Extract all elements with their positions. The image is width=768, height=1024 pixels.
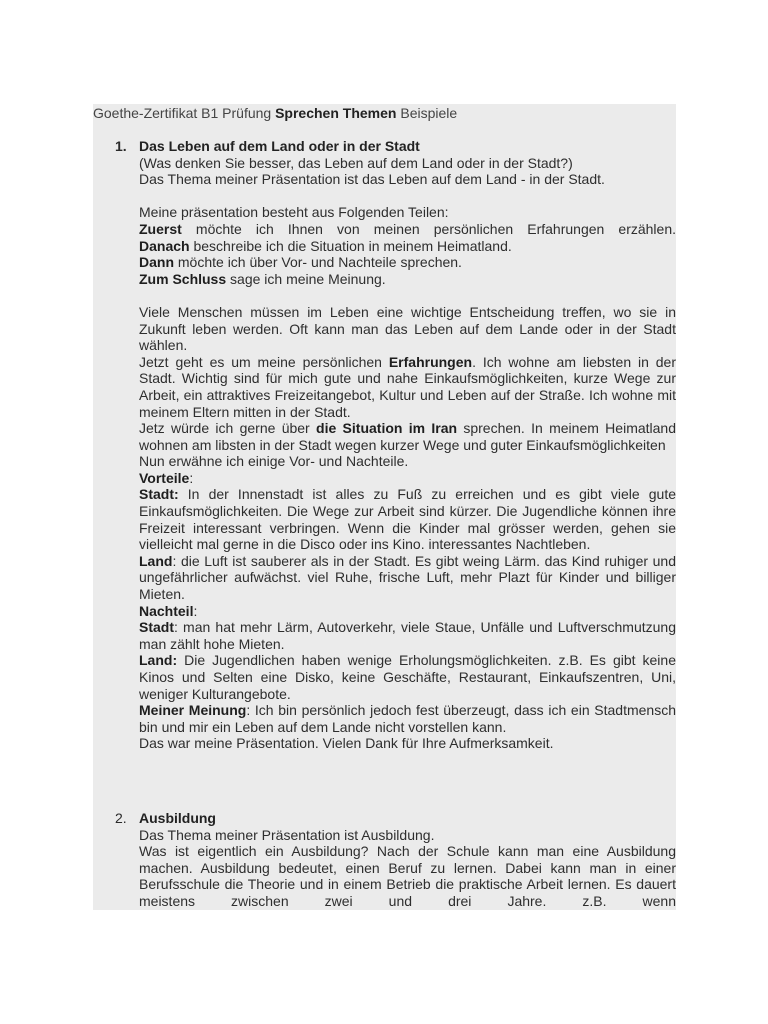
parts-intro: Meine präsentation besteht aus Folgenden Teilen: <box>139 204 449 221</box>
advantage-country-text: : die Luft ist sauberer als in der Stadt. Es gibt weing Lärm. das Kind ruhiger und ungefährlicher aufwächst. viel Ruhe, frische Luft, mehr Plazt für Kinder und billiger Mieten. <box>139 552 676 603</box>
disadvantages-colon: : <box>193 602 198 619</box>
disadvantage-country-label: Land: <box>139 652 178 669</box>
paragraph-decision: Viele Menschen müssen im Leben eine wichtige Entscheidung treffen, wo sie in Zukunft leben werden. Oft kann man das Leben auf dem Lande oder in der Stadt wählen. <box>139 303 676 354</box>
document-title <box>93 104 676 122</box>
disadvantage-city-text: : man hat mehr Lärm, Autoverkehr, viele Staue, Unfälle und Luftverschmutzung man zählt hohe Mieten. <box>139 619 676 652</box>
step-4-label: Zum Schluss <box>139 270 227 287</box>
section-question: (Was denken Sie besser, das Leben auf dem Land oder in der Stadt?) <box>139 154 573 171</box>
step-3-label: Dann <box>139 254 174 271</box>
section-number: 1. <box>115 138 127 154</box>
situation-prefix: Jetz würde ich gerne über <box>139 420 317 437</box>
disadvantage-country-text: Die Jugendlichen haben wenige Erholungsmöglichkeiten. z.B. Es gibt keine Kinos und Selten eine Disko, keine Geschäfte, Restaurant, Einkaufszentren, Uni, weniger Kulturangebote. <box>139 652 676 702</box>
title-prefix: Goethe-Zertifikat B1 Prüfung <box>93 105 276 121</box>
opinion-text: : Ich bin persönlich jedoch fest überzeugt, dass ich ein Stadtmensch bin und mir ein Leben auf dem Lande nicht vorstellen kann. <box>139 702 676 735</box>
step-2-label: Danach <box>139 237 190 254</box>
paragraph-experience <box>139 354 676 420</box>
advantages-heading <box>139 470 676 487</box>
advantage-city <box>139 486 676 552</box>
title-suffix: Beispiele <box>396 105 458 121</box>
disadvantages-heading <box>139 603 676 620</box>
advantage-city-label: Stadt: <box>139 486 179 503</box>
section-heading: Das Leben auf dem Land oder in der Stadt <box>139 138 420 154</box>
experience-prefix: Jetzt geht es um meine persönlichen <box>139 353 389 370</box>
step-2-text: beschreibe ich die Situation in meinem Heimatland. <box>189 237 512 254</box>
title-bold: Sprechen Themen <box>275 105 397 121</box>
step-1-label: Zuerst <box>139 220 182 237</box>
step-4-text: sage ich meine Meinung. <box>226 270 386 287</box>
section-heading: Ausbildung <box>139 810 216 826</box>
step-2 <box>139 238 676 255</box>
disadvantage-country <box>139 652 676 702</box>
section-content <box>139 138 676 752</box>
step-1-text: möchte ich Ihnen von meinen persönlichen Erfahrungen erzählen. <box>181 220 676 237</box>
opinion-label: Meiner Meinung <box>139 702 247 719</box>
section-paragraph: Was ist eigentlich ein Ausbildung? Nach der Schule kann man eine Ausbildung machen. Ausbildung bedeutet, einen Beruf zu lernen. Dabei kann man in einer Berufsschule die Theorie und in einem Betrieb die praktische Arbeit lernen. Es dauert meistens zwischen zwei und drei Jahre. z.B. wenn <box>139 843 676 909</box>
advantages-colon: : <box>189 469 194 486</box>
advantage-country-label: Land <box>139 552 173 569</box>
situation-label: die Situation im Iran <box>316 420 458 437</box>
disadvantage-city-label: Stadt <box>139 619 174 636</box>
experience-label: Erfahrungen <box>388 353 473 370</box>
disadvantage-city <box>139 619 676 652</box>
experience-text: . Ich wohne am liebsten in der Stadt. Wichtig sind für mich gute und nahe Einkaufsmöglichkeiten, kurze Wege zur Arbeit, ein attraktives Freizeitangebot, Kultur und Leben auf der Straße. Ich wohne mit meinem Eltern mitten in der Stadt. <box>139 353 676 420</box>
step-4 <box>139 271 676 288</box>
section-number: 2. <box>115 810 127 826</box>
advantages-label: Vorteile <box>139 469 190 486</box>
advantage-country <box>139 553 676 603</box>
step-3 <box>139 254 676 271</box>
disadvantages-label: Nachteil <box>139 602 194 619</box>
paragraph-situation <box>139 420 676 453</box>
opinion-paragraph <box>139 702 676 735</box>
advantage-city-text: In der Innenstadt ist alles zu Fuß zu erreichen und es gibt viele gute Einkaufsmöglichkeiten. Die Wege zur Arbeit sind kürzer. Die Jugendliche können ihre Freizeit interessant verbringen. Wenn die Kinder mal grösser werden, gehen sie vielleicht mal gerne in die Disco oder ins Kino. interessantes Nachtleben. <box>139 486 676 553</box>
step-3-text: möchte ich über Vor- und Nachteile sprechen. <box>174 254 462 271</box>
closing-line: Das war meine Präsentation. Vielen Dank für Ihre Aufmerksamkeit. <box>139 735 554 752</box>
section-content <box>139 810 676 910</box>
step-1 <box>139 221 676 238</box>
situation-text: sprechen. In meinem Heimatland wohnen am libsten in der Stadt wegen kurzer Wege und guter Einkaufsmöglichkeiten <box>139 420 677 453</box>
section-intro: Das Thema meiner Präsentation ist Ausbildung. <box>139 826 435 843</box>
section-intro: Das Thema meiner Präsentation ist das Leben auf dem Land - in der Stadt. <box>139 171 605 188</box>
pros-cons-intro: Nun erwähne ich einige Vor- und Nachteile. <box>139 453 409 470</box>
